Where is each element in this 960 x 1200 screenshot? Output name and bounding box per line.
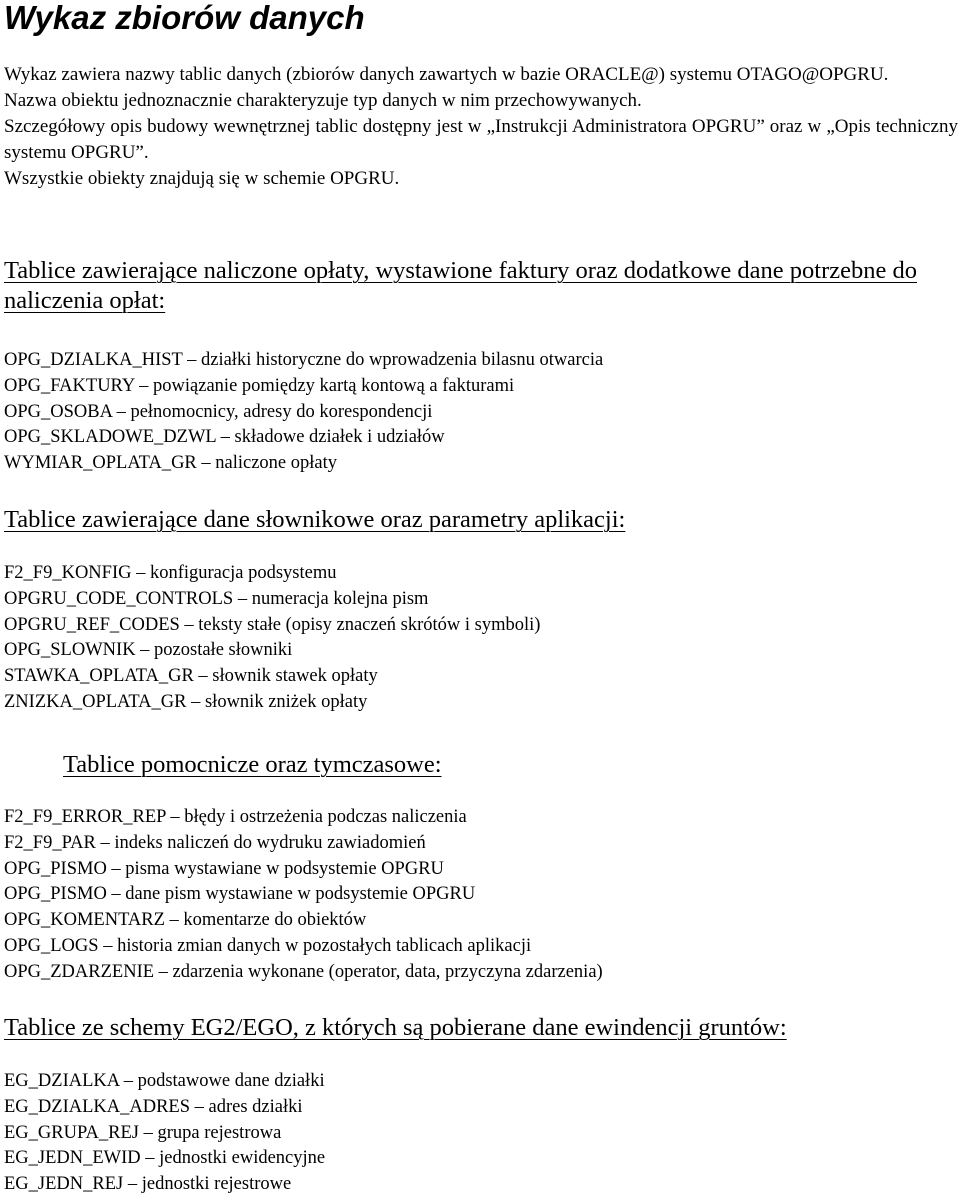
list-item: OPGRU_REF_CODES – teksty stałe (opisy znaczeń skrótów i symboli) (4, 614, 541, 635)
intro-paragraph: Szczegółowy opis budowy wewnętrznej tablic dostępny jest w „Instrukcji Administratora OPGRU” oraz w „Opis techniczny systemu OPGRU”. (4, 116, 958, 163)
intro-paragraph: Nazwa obiektu jednoznacznie charakteryzuje typ danych w nim przechowywanych. (4, 90, 642, 111)
list-item: OPG_FAKTURY – powiązanie pomiędzy kartą kontową a fakturami (4, 375, 515, 396)
section-heading-charges: Tablice zawierające naliczone opłaty, wystawione faktury oraz dodatkowe dane potrzebne do naliczenia opłat: (4, 257, 917, 314)
intro-paragraph: Wykaz zawiera nazwy tablic danych (zbiorów danych zawartych w bazie ORACLE@) systemu OTAGO@OPGRU. (4, 64, 889, 85)
list-item: EG_DZIALKA – podstawowe dane działki (4, 1071, 325, 1091)
list-item: WYMIAR_OPLATA_GR – naliczone opłaty (4, 453, 338, 474)
list-item: OPG_SKLADOWE_DZWL – składowe działek i udziałów (4, 427, 445, 448)
list-item: EG_JEDN_REJ – jednostki rejestrowe (4, 1174, 292, 1195)
list-item: OPG_LOGS – historia zmian danych w pozostałych tablicach aplikacji (4, 935, 532, 956)
list-item: OPG_DZIALKA_HIST – działki historyczne do wprowadzenia bilasnu otwarcia (4, 350, 604, 370)
section-heading-dictionaries: Tablice zawierające dane słownikowe oraz parametry aplikacji: (4, 506, 626, 533)
list-item: OPG_PISMO – pisma wystawiane w podsystemie OPGRU (4, 858, 444, 879)
document-title: Wykaz zbiorów danych (4, 0, 365, 36)
list-item: OPG_OSOBA – pełnomocnicy, adresy do korespondencji (4, 401, 433, 422)
list-item: F2_F9_ERROR_REP – błędy i ostrzeżenia podczas naliczenia (4, 807, 467, 827)
table-list-dictionaries (4, 561, 540, 716)
list-item: OPG_ZDARZENIE – zdarzenia wykonane (operator, data, przyczyna zdarzenia) (4, 961, 603, 982)
list-item: EG_GRUPA_REJ – grupa rejestrowa (4, 1122, 282, 1143)
list-item: OPG_SLOWNIK – pozostałe słowniki (4, 640, 293, 661)
list-item: OPG_PISMO – dane pism wystawiane w podsystemie OPGRU (4, 884, 476, 905)
intro-paragraph: Wszystkie obiekty znajdują się w schemie OPGRU. (4, 168, 400, 189)
table-list-auxiliary (4, 805, 603, 986)
section-heading-land-registry: Tablice ze schemy EG2/EGO, z których są pobierane dane ewindencji gruntów: (4, 1014, 787, 1041)
list-item: F2_F9_KONFIG – konfiguracja podsystemu (4, 563, 337, 583)
list-item: OPG_KOMENTARZ – komentarze do obiektów (4, 910, 367, 931)
list-item: F2_F9_PAR – indeks naliczeń do wydruku zawiadomień (4, 832, 426, 853)
list-item: ZNIZKA_OPLATA_GR – słownik zniżek opłaty (4, 691, 368, 712)
intro-block (4, 62, 958, 192)
section-heading-auxiliary: Tablice pomocnicze oraz tymczasowe: (63, 751, 442, 778)
table-list-land-registry (4, 1069, 325, 1198)
list-item: STAWKA_OPLATA_GR – słownik stawek opłaty (4, 666, 378, 687)
table-list-charges (4, 348, 603, 477)
list-item: EG_JEDN_EWID – jednostki ewidencyjne (4, 1148, 326, 1169)
list-item: OPGRU_CODE_CONTROLS – numeracja kolejna pism (4, 588, 429, 609)
list-item: EG_DZIALKA_ADRES – adres działki (4, 1096, 303, 1117)
